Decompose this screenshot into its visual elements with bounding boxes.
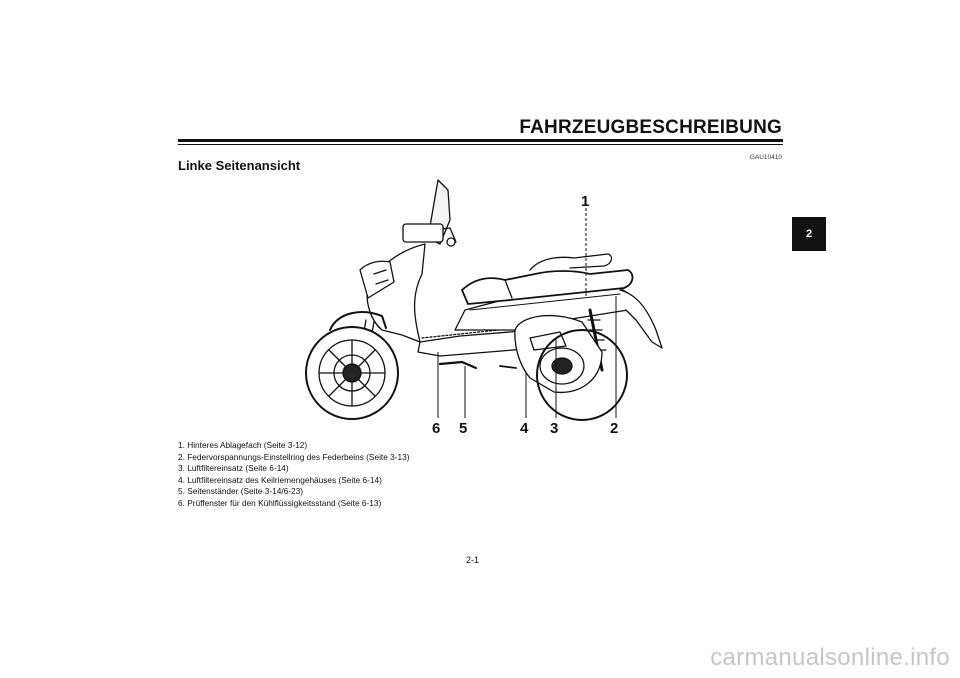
legend-item: 5. Seitenständer (Seite 3-14/6-23) bbox=[178, 486, 303, 497]
document-code: GAU10410 bbox=[749, 154, 782, 161]
parts-legend bbox=[178, 440, 410, 510]
page-heading: Linke Seitenansicht bbox=[178, 158, 301, 173]
chapter-tab: 2 bbox=[792, 217, 826, 251]
callout-3: 3 bbox=[550, 420, 559, 437]
page-number: 2-1 bbox=[466, 555, 480, 565]
scooter-drawing bbox=[290, 170, 670, 440]
callout-2: 2 bbox=[610, 420, 619, 437]
watermark: carmanualsonline.info bbox=[710, 644, 950, 671]
legend-item: 4. Luftfiltereinsatz des Keilriemengehäuses (Seite 6-14) bbox=[178, 474, 382, 485]
callout-6: 6 bbox=[432, 420, 441, 437]
callout-5: 5 bbox=[459, 420, 468, 437]
callout-1: 1 bbox=[581, 193, 590, 210]
scooter-illustration bbox=[290, 170, 670, 440]
header-rule bbox=[178, 139, 783, 142]
legend-item: 3. Luftfiltereinsatz (Seite 6-14) bbox=[178, 463, 289, 474]
section-title: FAHRZEUGBESCHREIBUNG bbox=[519, 117, 782, 138]
header-rule-thin bbox=[178, 144, 783, 145]
legend-item: 2. Federvorspannungs-Einstellring des Federbeins (Seite 3-13) bbox=[178, 451, 410, 462]
legend-item: 1. Hinteres Ablagefach (Seite 3-12) bbox=[178, 440, 308, 450]
legend-item: 6. Prüffenster für den Kühlflüssigkeitsstand (Seite 6-13) bbox=[178, 497, 382, 508]
callout-4: 4 bbox=[520, 420, 529, 437]
